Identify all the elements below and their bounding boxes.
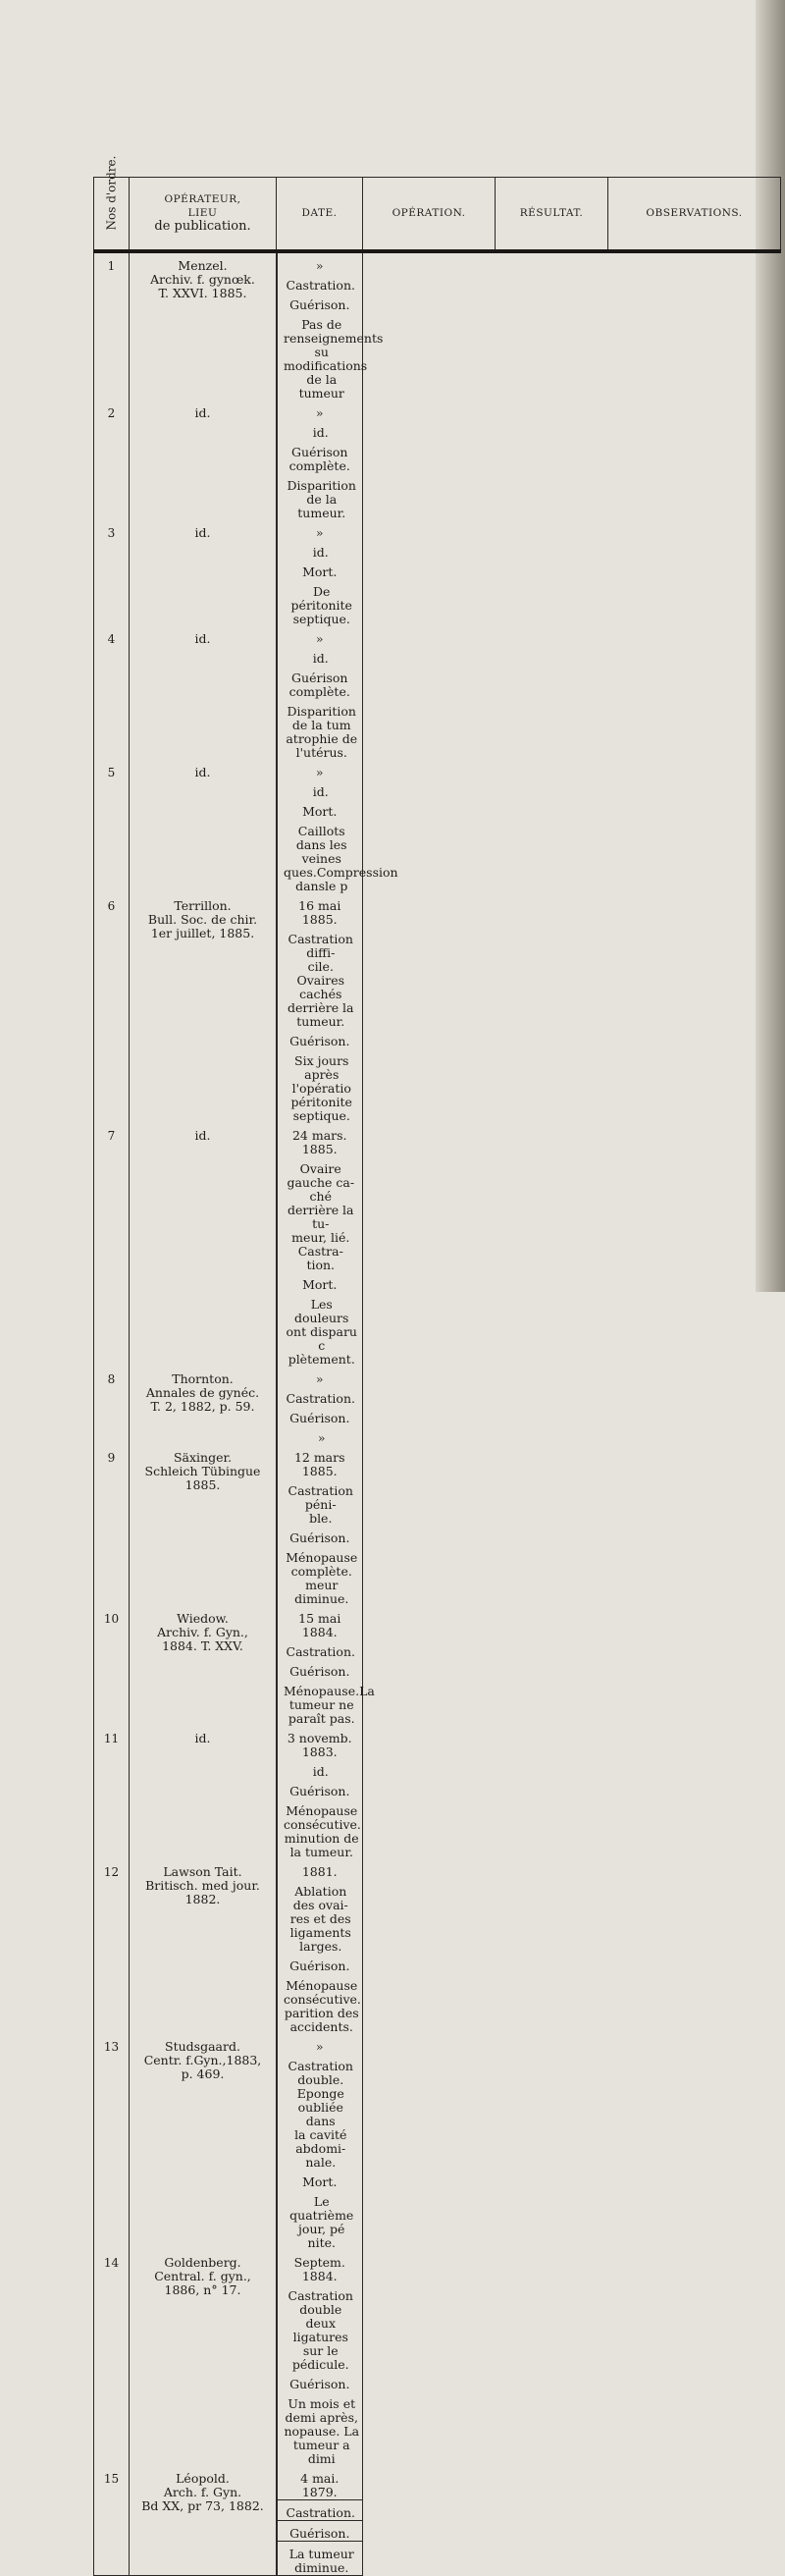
row-number: 13 — [94, 2034, 130, 2250]
observations-cell: Pas de renseignements su modifications de la tumeur — [277, 312, 363, 401]
result-cell: Mort. — [277, 799, 363, 819]
operator-cell — [130, 1726, 277, 1859]
result-cell: Guérison. — [277, 1659, 363, 1679]
operation-cell: Castration. — [277, 2500, 363, 2521]
operator-line: Terrillon. — [174, 897, 232, 913]
row-number: 7 — [94, 1123, 130, 1367]
header-number — [94, 155, 130, 251]
operator-cell — [130, 1859, 277, 2034]
table-row — [94, 1123, 781, 1367]
header-observations: OBSERVATIONS. — [608, 178, 781, 251]
date-cell: 15 mai 1884. — [277, 1606, 363, 1639]
date-cell: » — [277, 626, 363, 646]
operator-cell — [130, 626, 277, 760]
row-number: 3 — [94, 520, 130, 626]
header-row — [94, 178, 781, 251]
date-cell: » — [277, 760, 363, 779]
operator-line: id. — [194, 404, 211, 420]
result-cell: Guérison. — [277, 1029, 363, 1048]
operator-line: Centr. f.Gyn.,1883, — [143, 2052, 262, 2067]
header-number-label: Nos d'ordre. — [104, 155, 119, 231]
operator-line: Goldenberg. — [164, 2254, 241, 2270]
operator-line: p. 469. — [181, 2066, 225, 2081]
operation-cell: id. — [277, 779, 363, 799]
result-cell: Guérison complète. — [277, 440, 363, 473]
result-cell: Guérison. — [277, 2372, 363, 2391]
operator-line: T. XXVI. 1885. — [158, 285, 247, 300]
operator-cell — [130, 251, 277, 401]
header-operation: OPÉRATION. — [363, 178, 496, 251]
row-number: 8 — [94, 1367, 130, 1445]
row-number: 14 — [94, 2250, 130, 2466]
observations-cell: Le quatrième jour, pé nite. — [277, 2189, 363, 2250]
operator-cell — [130, 2250, 277, 2466]
result-cell: Guérison. — [277, 1526, 363, 1545]
date-cell: 1881. — [277, 1859, 363, 1879]
result-cell: Guérison. — [277, 293, 363, 312]
operator-line: Säxinger. — [173, 1449, 233, 1465]
table-row — [94, 1726, 781, 1859]
operator-line: Bull. Soc. de chir. — [147, 911, 258, 927]
operation-cell: Castration péni- ble. — [277, 1478, 363, 1526]
date-cell: 24 mars. 1885. — [277, 1123, 363, 1156]
observations-cell: Disparition de la tum atrophie de l'utérus. — [277, 699, 363, 760]
row-number: 6 — [94, 893, 130, 1123]
table-row — [94, 1859, 781, 2034]
date-cell: 12 mars 1885. — [277, 1445, 363, 1478]
table-row — [94, 2034, 781, 2250]
date-cell: » — [277, 1367, 363, 1386]
result-cell: Mort. — [277, 560, 363, 579]
operator-line: id. — [194, 524, 211, 540]
observations-cell: Les douleurs ont disparu c plètement. — [277, 1292, 363, 1367]
operator-line: 1885. — [184, 1476, 221, 1492]
operator-line: Menzel. — [178, 257, 228, 273]
operator-cell — [130, 1606, 277, 1726]
operator-line: Studsgaard. — [165, 2038, 240, 2054]
operator-line: T. 2, 1882, p. 59. — [150, 1398, 255, 1414]
operator-line: 1884. T. XXV. — [162, 1637, 243, 1653]
observations-cell: Caillots dans les veines ques.Compression dansle p — [277, 819, 363, 893]
date-cell: Septem. 1884. — [277, 2250, 363, 2283]
operator-line: Archiv. f. Gyn., — [157, 1624, 248, 1639]
operator-line: 1882. — [184, 1891, 221, 1906]
operator-line: Britisch. med jour. — [145, 1877, 260, 1893]
header-result: RÉSULTAT. — [496, 178, 608, 251]
operator-line: Central. f. gyn., — [154, 2268, 251, 2283]
observations-cell: Ménopause.La tumeur ne paraît pas. — [277, 1679, 363, 1726]
operator-line: Archiv. f. gynœk. — [150, 271, 255, 287]
observations-cell: De péritonite septique. — [277, 579, 363, 626]
row-number: 12 — [94, 1859, 130, 2034]
table-row — [94, 2250, 781, 2466]
table-row — [94, 1606, 781, 1726]
operation-cell: id. — [277, 420, 363, 440]
operator-line: Wiedow. — [177, 1610, 229, 1626]
row-number: 4 — [94, 626, 130, 760]
operator-cell — [130, 893, 277, 1123]
operator-line: Lawson Tait. — [163, 1863, 242, 1879]
row-number: 9 — [94, 1445, 130, 1606]
result-cell: Guérison. — [277, 1954, 363, 1973]
operation-cell: id. — [277, 1759, 363, 1779]
table-row — [94, 1445, 781, 1606]
operator-line: id. — [194, 1127, 211, 1143]
operator-line: id. — [194, 630, 211, 646]
date-cell: 4 mai. 1879. — [277, 2466, 363, 2500]
row-number: 15 — [94, 2466, 130, 2576]
operation-cell: Ablation des ovai- res et des ligaments larges. — [277, 1879, 363, 1954]
result-cell: Mort. — [277, 2170, 363, 2189]
operation-cell: Castration. — [277, 1386, 363, 1406]
header-operator-line-1: OPÉRATEUR, — [164, 193, 241, 206]
observations-cell: Un mois et demi après, nopause. La tumeur a dimi — [277, 2391, 363, 2466]
result-cell: Guérison. — [277, 1779, 363, 1798]
operator-line: Léopold. — [176, 2470, 230, 2486]
row-number: 1 — [94, 251, 130, 401]
date-cell: » — [277, 2034, 363, 2054]
table-row — [94, 893, 781, 1123]
table-row — [94, 2466, 781, 2576]
result-cell: Mort. — [277, 1272, 363, 1292]
observations-cell: Disparition de la tumeur. — [277, 473, 363, 520]
results-table — [93, 155, 781, 2576]
operator-line: id. — [194, 764, 211, 779]
operation-cell: id. — [277, 646, 363, 666]
table-body — [94, 251, 781, 2576]
table-row — [94, 626, 781, 760]
table-row — [94, 1367, 781, 1445]
observations-cell: » — [277, 1425, 363, 1445]
operator-cell — [130, 401, 277, 520]
operator-cell — [130, 760, 277, 893]
observations-cell: La tumeur diminue. — [277, 2542, 363, 2576]
operator-line: Arch. f. Gyn. — [163, 2484, 242, 2499]
row-number: 11 — [94, 1726, 130, 1859]
operator-line: Bd XX, pr 73, 1882. — [141, 2497, 264, 2513]
operator-cell — [130, 1123, 277, 1367]
operator-cell — [130, 2034, 277, 2250]
operation-cell: Castration double. Eponge oubliée dans la cavité abdomi- nale. — [277, 2054, 363, 2170]
date-cell: » — [277, 401, 363, 420]
header-date: DATE. — [277, 178, 363, 251]
table-row — [94, 251, 781, 401]
operator-line: id. — [194, 1730, 211, 1745]
table-row — [94, 520, 781, 626]
table-row — [94, 401, 781, 520]
result-cell: Guérison complète. — [277, 666, 363, 699]
header-operator-line-3: de publication. — [154, 219, 251, 235]
operation-cell: Castration. — [277, 273, 363, 293]
header-operator — [130, 178, 277, 251]
observations-cell: Ménopause consécutive. parition des accidents. — [277, 1973, 363, 2034]
row-number: 2 — [94, 401, 130, 520]
observations-cell: Six jours après l'opératio péritonite septique. — [277, 1048, 363, 1123]
operation-cell: Castration double deux ligatures sur le pédicule. — [277, 2283, 363, 2372]
operator-cell — [130, 520, 277, 626]
operator-cell — [130, 2466, 277, 2576]
date-cell: » — [277, 253, 363, 273]
observations-cell: Ménopause complète. meur diminue. — [277, 1545, 363, 1606]
operator-line: Schleich Tübingue — [144, 1463, 261, 1478]
operation-cell: Castration. — [277, 1639, 363, 1659]
operator-line: 1er juillet, 1885. — [150, 925, 255, 940]
operator-cell — [130, 1445, 277, 1606]
row-number: 10 — [94, 1606, 130, 1726]
operator-line: 1886, n° 17. — [164, 2281, 241, 2297]
operation-cell: Castration diffi- cile. Ovaires cachés derrière la tumeur. — [277, 927, 363, 1029]
table-row — [94, 760, 781, 893]
date-cell: 16 mai 1885. — [277, 893, 363, 927]
result-cell: Guérison. — [277, 1406, 363, 1425]
observations-cell: Ménopause consécutive. minution de la tumeur. — [277, 1798, 363, 1859]
operation-cell: id. — [277, 540, 363, 560]
results-table-container — [93, 155, 780, 2575]
row-number: 5 — [94, 760, 130, 893]
date-cell: 3 novemb. 1883. — [277, 1726, 363, 1759]
date-cell: » — [277, 520, 363, 540]
operator-line: Annales de gynéc. — [145, 1384, 260, 1400]
result-cell: Guérison. — [277, 2521, 363, 2542]
header-operator-line-2: LIEU — [187, 207, 218, 220]
operator-line: Thornton. — [172, 1370, 234, 1386]
operation-cell: Ovaire gauche ca- ché derrière la tu- meur, lié. Castra- tion. — [277, 1156, 363, 1272]
operator-cell — [130, 1367, 277, 1445]
